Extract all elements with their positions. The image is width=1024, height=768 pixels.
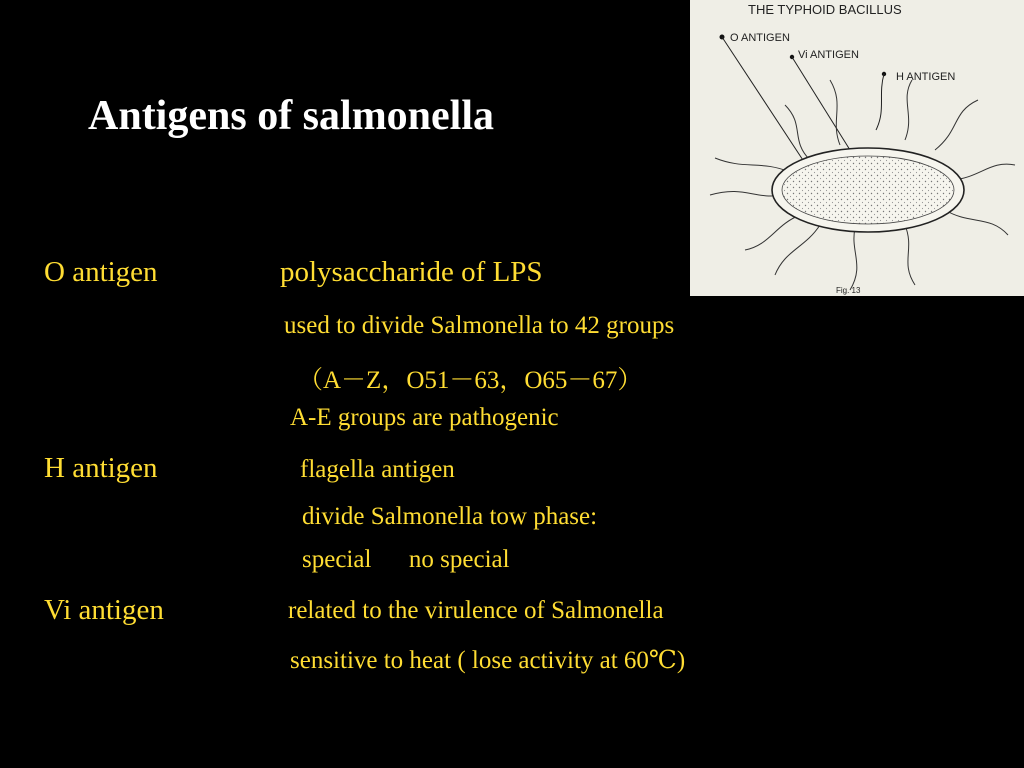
o-antigen-pathogenic: A-E groups are pathogenic — [290, 404, 559, 431]
h-antigen-description: flagella antigen — [300, 456, 455, 483]
figure-heading: THE TYPHOID BACILLUS — [748, 2, 902, 17]
vi-antigen-description: related to the virulence of Salmonella — [288, 597, 664, 624]
flagellum — [952, 164, 1015, 180]
vi-antigen-pointer — [792, 57, 850, 150]
flagellum — [905, 225, 915, 285]
figure-caption: Fig. 13 — [836, 286, 861, 295]
figure-label-h-antigen: H ANTIGEN — [896, 71, 956, 83]
o-antigen-detail: used to divide Salmonella to 42 groups — [284, 312, 675, 339]
slide-title: Antigens of salmonella — [88, 93, 495, 139]
figure-label-o-antigen: O ANTIGEN — [730, 32, 790, 44]
o-antigen-description: polysaccharide of LPS — [280, 256, 543, 288]
flagellum — [850, 228, 857, 290]
flagellum — [710, 191, 782, 196]
vi-antigen-detail: sensitive to heat ( lose activity at 60℃) — [290, 647, 686, 674]
typhoid-bacillus-figure — [690, 0, 1024, 296]
flagellum — [935, 100, 978, 150]
flagellum — [715, 158, 790, 172]
h-antigen-detail: divide Salmonella tow phase: — [302, 503, 598, 530]
flagellum — [775, 225, 820, 275]
bacillus-body — [782, 156, 954, 224]
figure-label-vi-antigen: Vi ANTIGEN — [798, 49, 859, 61]
flagellum — [945, 210, 1008, 235]
h-antigen-label: H antigen — [44, 452, 158, 484]
flagellum — [830, 80, 840, 145]
h-antigen-phases: special no special — [302, 546, 510, 573]
flagellum — [905, 80, 912, 140]
o-antigen-label: O antigen — [44, 256, 158, 288]
typhoid-bacillus-diagram — [690, 0, 1024, 296]
o-antigen-groups: （A－Z，O51－63，O65－67） — [298, 367, 643, 394]
vi-antigen-label: Vi antigen — [44, 594, 164, 626]
h-antigen-pointer — [876, 74, 884, 130]
flagellum — [745, 215, 800, 250]
